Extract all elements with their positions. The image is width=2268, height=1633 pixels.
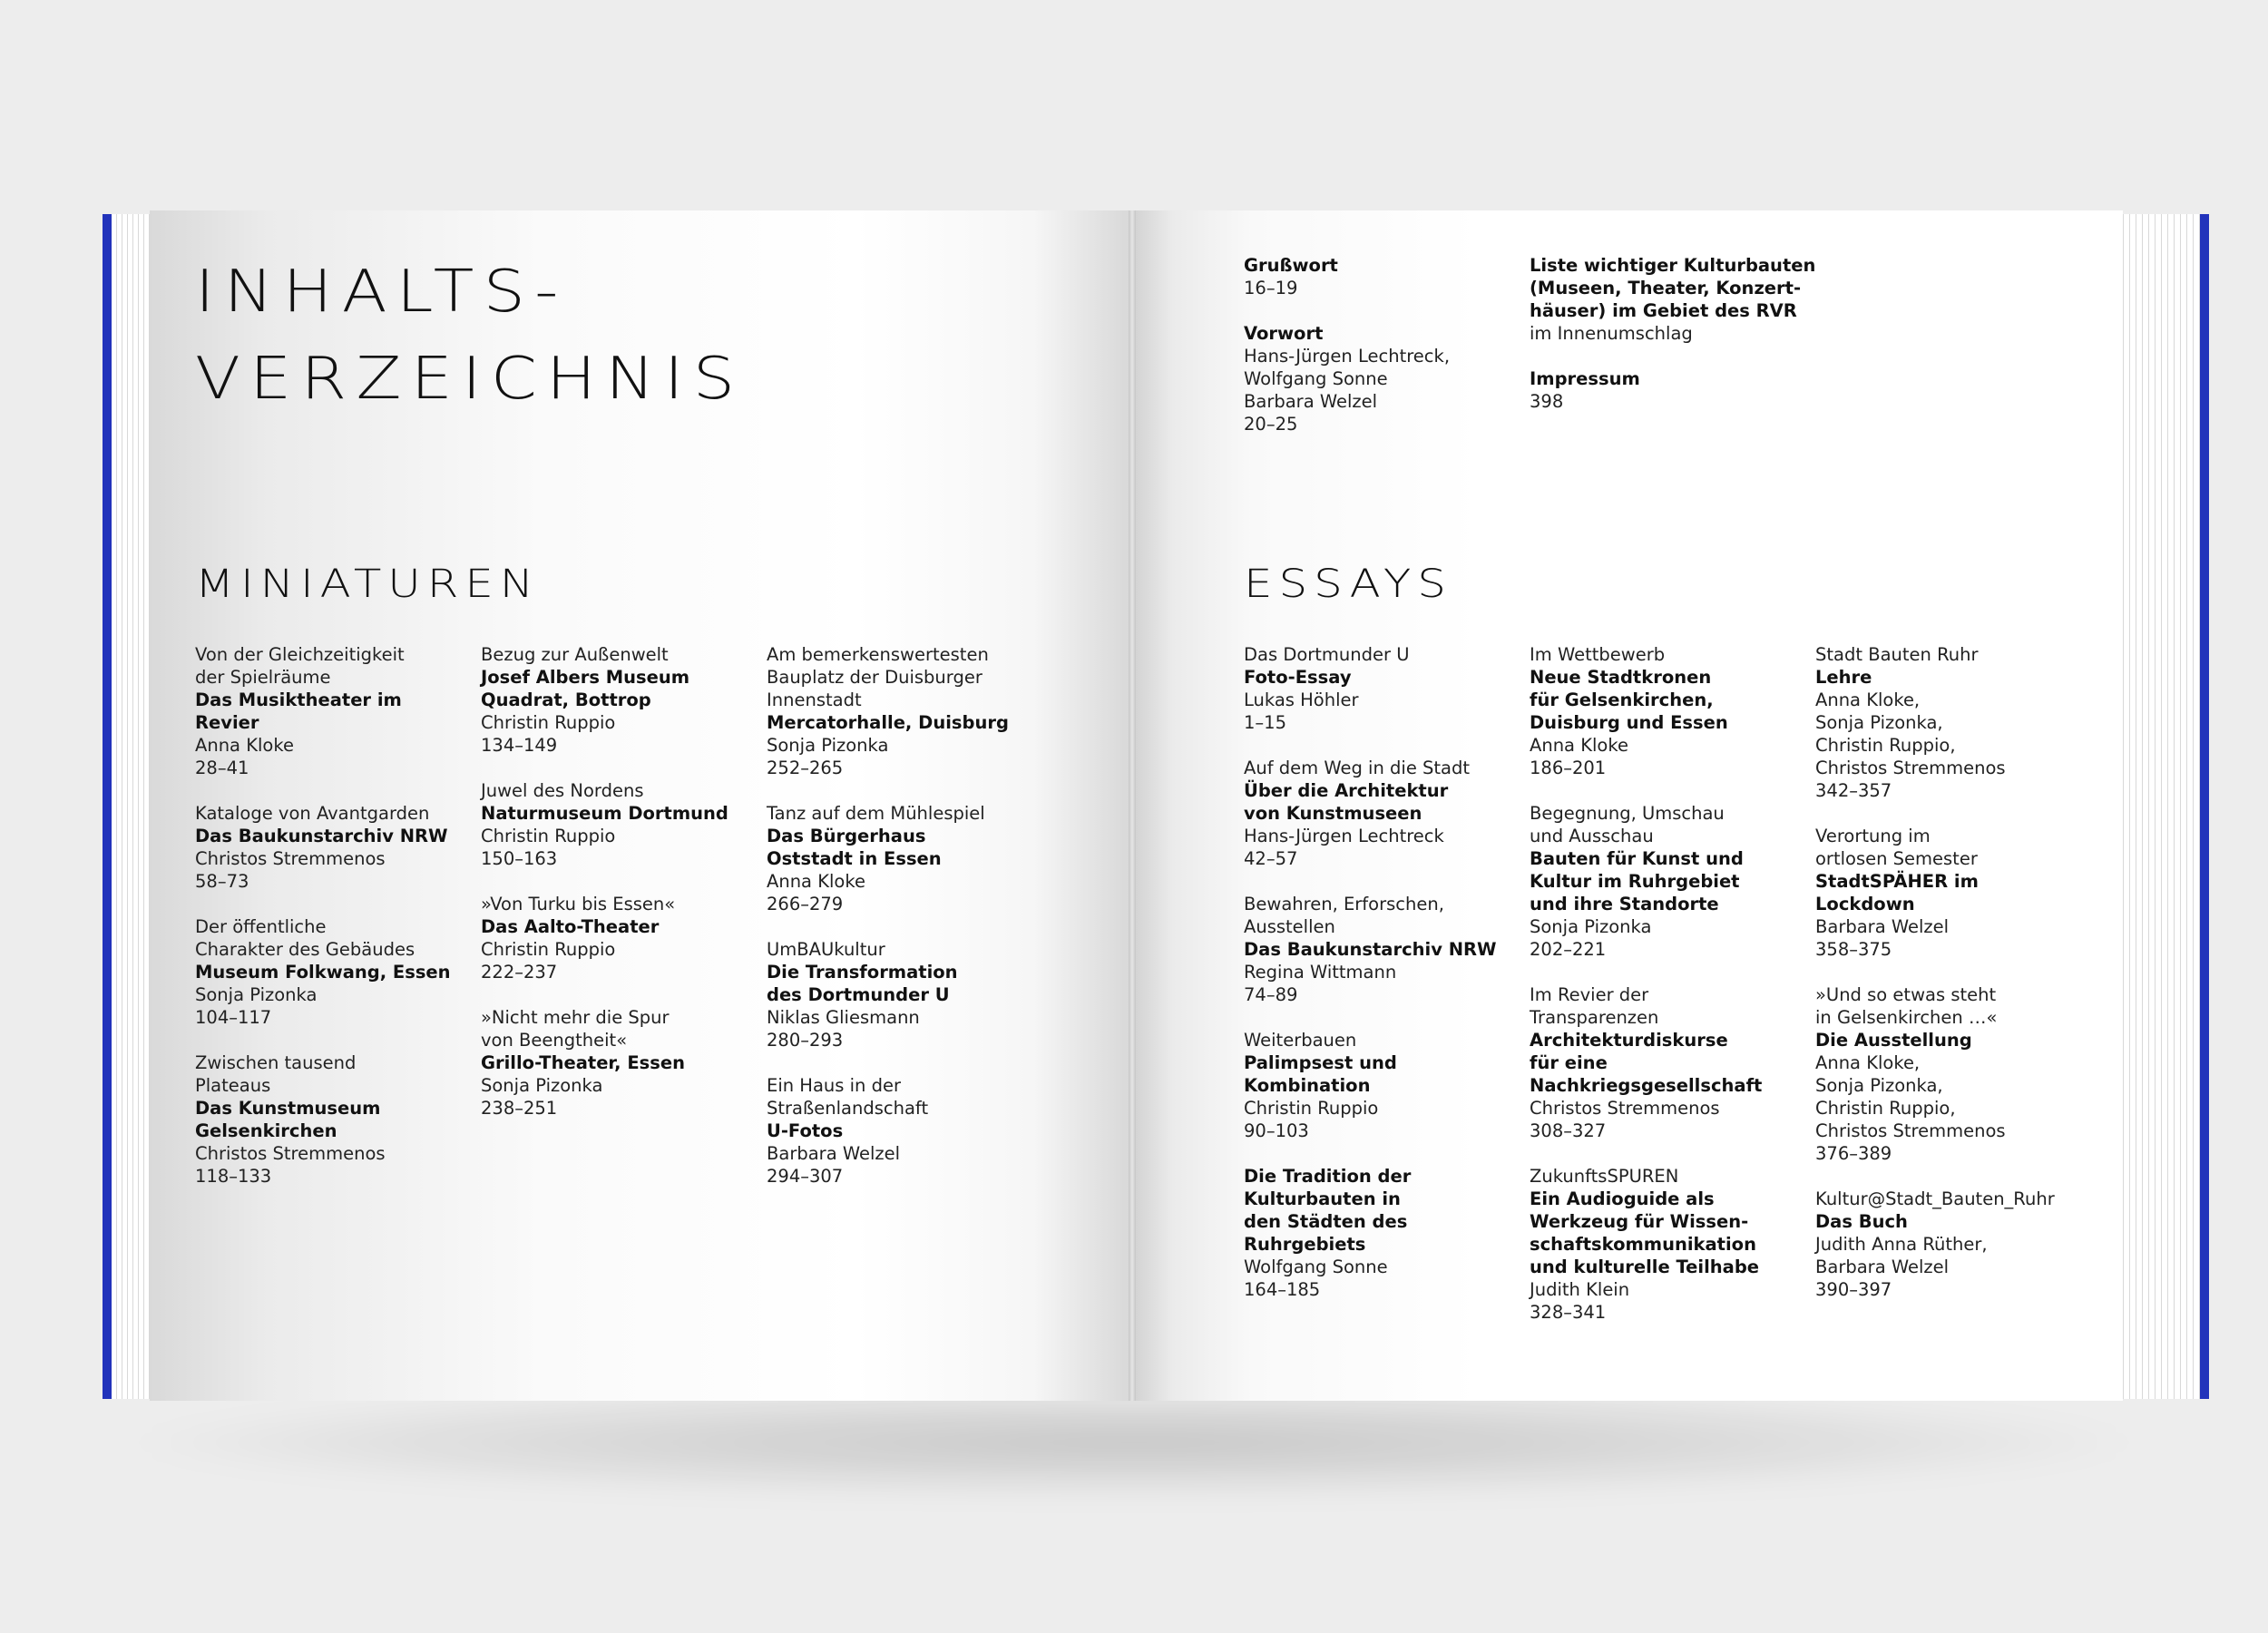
entry-text: 20–25 xyxy=(1244,414,1298,435)
toc-entry xyxy=(1530,367,1829,413)
entry-text: 1–15 xyxy=(1244,712,1286,733)
entry-text: Tanz auf dem Mühlespiel xyxy=(767,803,985,824)
entry-text: 42–57 xyxy=(1244,848,1298,869)
entry-title: Kombination xyxy=(1244,1075,1371,1096)
toc-entry xyxy=(1530,643,1806,779)
entry-text: Das Dortmunder U xyxy=(1244,644,1410,665)
toc-column xyxy=(195,643,472,1210)
entry-title: Die Ausstellung xyxy=(1815,1030,1972,1051)
entry-title: Foto-Essay xyxy=(1244,667,1352,688)
section-heading-miniaturen: MINIATUREN xyxy=(195,562,541,607)
toc-entry xyxy=(1530,983,1806,1142)
entry-text: in Gelsenkirchen …« xyxy=(1815,1007,1998,1028)
toc-column xyxy=(1244,643,1520,1324)
entry-text: von Beengtheit« xyxy=(481,1030,628,1051)
entry-text: Judith Anna Rüther, xyxy=(1815,1234,1988,1255)
entry-text: der Spielräume xyxy=(195,667,331,688)
entry-title: Das Musiktheater im xyxy=(195,689,402,710)
entry-title: den Städten des xyxy=(1244,1211,1408,1232)
entry-text: 308–327 xyxy=(1530,1120,1607,1141)
entry-title: Grußwort xyxy=(1244,255,1338,276)
page-title: INHALTS- VERZEICHNIS xyxy=(195,259,745,413)
entry-title: Architekturdiskurse xyxy=(1530,1030,1728,1051)
entry-text: 390–397 xyxy=(1815,1279,1892,1300)
entry-text: 294–307 xyxy=(767,1166,844,1187)
page-stack-left xyxy=(112,214,150,1399)
entry-title: Grillo-Theater, Essen xyxy=(481,1052,686,1073)
entry-text: 118–133 xyxy=(195,1166,272,1187)
toc-entry xyxy=(1530,1165,1806,1324)
entry-text: »Und so etwas steht xyxy=(1815,984,1997,1005)
entry-title: Kultur im Ruhrgebiet xyxy=(1530,871,1740,892)
entry-title: Mercatorhalle, Duisburg xyxy=(767,712,1009,733)
entry-text: »Nicht mehr die Spur xyxy=(481,1007,670,1028)
entry-text: 398 xyxy=(1530,391,1564,412)
entry-text: Begegnung, Umschau xyxy=(1530,803,1725,824)
entry-text: »Von Turku bis Essen« xyxy=(481,894,676,914)
entry-text: Sonja Pizonka xyxy=(481,1075,603,1096)
entry-text: Der öffentliche xyxy=(195,916,327,937)
entry-text: Sonja Pizonka xyxy=(195,984,318,1005)
toc-entry xyxy=(1815,1188,2092,1301)
entry-text: Im Wettbewerb xyxy=(1530,644,1666,665)
book-shadow xyxy=(136,1388,2132,1497)
toc-column xyxy=(767,643,1043,1210)
entry-text: Christin Ruppio, xyxy=(1815,1098,1956,1119)
entry-text: Weiterbauen xyxy=(1244,1030,1357,1051)
entry-title: Impressum xyxy=(1530,368,1640,389)
toc-entry xyxy=(1530,802,1806,961)
section-heading-essays: ESSAYS xyxy=(1244,562,1452,607)
entry-text: Barbara Welzel xyxy=(1815,1257,1950,1277)
entry-title: Bauten für Kunst und xyxy=(1530,848,1744,869)
toc-column xyxy=(481,643,758,1142)
entry-title: (Museen, Theater, Konzert- xyxy=(1530,278,1802,298)
entry-text: Lukas Höhler xyxy=(1244,689,1359,710)
entry-title: Nachkriegsgesellschaft xyxy=(1530,1075,1763,1096)
entry-text: Bewahren, Erforschen, xyxy=(1244,894,1444,914)
page-stack-right xyxy=(2123,214,2200,1399)
entry-text: Stadt Bauten Ruhr xyxy=(1815,644,1979,665)
entry-title: StadtSPÄHER im xyxy=(1815,871,1979,892)
entry-title: für eine xyxy=(1530,1052,1608,1073)
entry-title: Vorwort xyxy=(1244,323,1324,344)
entry-text: 150–163 xyxy=(481,848,558,869)
entry-text: und Ausschau xyxy=(1530,826,1654,846)
entry-title: Josef Albers Museum xyxy=(481,667,690,688)
entry-title: Ruhrgebiets xyxy=(1244,1234,1366,1255)
entry-text: 222–237 xyxy=(481,962,558,983)
entry-text: im Innenumschlag xyxy=(1530,323,1693,344)
toc-entry xyxy=(1530,254,1829,345)
entry-text: Kultur@Stadt_Bauten_Ruhr xyxy=(1815,1188,2055,1209)
entry-text: 134–149 xyxy=(481,735,558,756)
entry-text: Sonja Pizonka xyxy=(1530,916,1652,937)
toc-entry xyxy=(1815,983,2092,1165)
entry-text: Anna Kloke xyxy=(767,871,865,892)
book-gutter xyxy=(1129,210,1136,1401)
left-page xyxy=(150,210,1131,1401)
entry-text: Anna Kloke, xyxy=(1815,1052,1921,1073)
entry-title: Neue Stadtkronen xyxy=(1530,667,1712,688)
entry-text: Hans-Jürgen Lechtreck xyxy=(1244,826,1444,846)
entry-text: UmBAUkultur xyxy=(767,939,885,960)
entry-text: Christos Stremmenos xyxy=(195,1143,386,1164)
entry-title: Duisburg und Essen xyxy=(1530,712,1728,733)
entry-title: Quadrat, Bottrop xyxy=(481,689,651,710)
entry-title: Die Transformation xyxy=(767,962,958,983)
entry-text: 90–103 xyxy=(1244,1120,1309,1141)
entry-text: 266–279 xyxy=(767,894,844,914)
toc-entry xyxy=(767,802,1043,915)
entry-title: Palimpsest und xyxy=(1244,1052,1397,1073)
toc-entry xyxy=(195,1051,472,1188)
entry-title: des Dortmunder U xyxy=(767,984,950,1005)
entry-text: 358–375 xyxy=(1815,939,1892,960)
entry-text: Regina Wittmann xyxy=(1244,962,1397,983)
entry-text: Barbara Welzel xyxy=(767,1143,901,1164)
book-cover-left-edge xyxy=(103,214,112,1399)
entry-title: Die Tradition der xyxy=(1244,1166,1412,1187)
entry-text: Am bemerkenswertesten xyxy=(767,644,989,665)
entry-text: 74–89 xyxy=(1244,984,1298,1005)
entry-text: Sonja Pizonka, xyxy=(1815,712,1943,733)
entry-text: Bezug zur Außenwelt xyxy=(481,644,669,665)
entry-text: Innenstadt xyxy=(767,689,862,710)
entry-text: Im Revier der xyxy=(1530,984,1649,1005)
entry-text: 328–341 xyxy=(1530,1302,1607,1323)
entry-text: ortlosen Semester xyxy=(1815,848,1978,869)
entry-title: Museum Folkwang, Essen xyxy=(195,962,451,983)
entry-text: 104–117 xyxy=(195,1007,272,1028)
toc-entry xyxy=(1244,893,1520,1006)
entry-text: ZukunftsSPUREN xyxy=(1530,1166,1679,1187)
entry-title: Lockdown xyxy=(1815,894,1915,914)
entry-title: Lehre xyxy=(1815,667,1872,688)
toc-entry xyxy=(481,1006,758,1120)
toc-entry xyxy=(481,779,758,870)
entry-text: Niklas Gliesmann xyxy=(767,1007,920,1028)
entry-text: 202–221 xyxy=(1530,939,1607,960)
entry-text: Anna Kloke, xyxy=(1815,689,1921,710)
book-cover-right-edge xyxy=(2200,214,2209,1399)
toc-entry xyxy=(1244,254,1520,299)
entry-title: Das Kunstmuseum xyxy=(195,1098,381,1119)
toc-entry xyxy=(481,643,758,757)
entry-text: Charakter des Gebäudes xyxy=(195,939,415,960)
entry-title: Das Baukunstarchiv NRW xyxy=(1244,939,1497,960)
toc-entry xyxy=(1244,1029,1520,1142)
entry-text: 164–185 xyxy=(1244,1279,1321,1300)
toc-entry xyxy=(1244,322,1520,435)
toc-entry xyxy=(1815,825,2092,961)
toc-entry xyxy=(767,938,1043,1051)
entry-text: Barbara Welzel xyxy=(1815,916,1950,937)
entry-title: Liste wichtiger Kulturbauten xyxy=(1530,255,1816,276)
entry-title: Das Bürgerhaus xyxy=(767,826,926,846)
entry-text: Christin Ruppio xyxy=(481,712,616,733)
entry-text: Von der Gleichzeitigkeit xyxy=(195,644,405,665)
entry-text: Christos Stremmenos xyxy=(195,848,386,869)
entry-title: schaftskommunikation xyxy=(1530,1234,1756,1255)
entry-title: Oststadt in Essen xyxy=(767,848,942,869)
front-matter-column xyxy=(1244,254,1520,458)
entry-text: Christos Stremmenos xyxy=(1815,758,2006,778)
entry-text: Plateaus xyxy=(195,1075,271,1096)
entry-text: Christos Stremmenos xyxy=(1815,1120,2006,1141)
entry-text: Verortung im xyxy=(1815,826,1931,846)
entry-text: Christos Stremmenos xyxy=(1530,1098,1720,1119)
entry-text: Christin Ruppio xyxy=(481,939,616,960)
entry-text: 238–251 xyxy=(481,1098,558,1119)
entry-text: Kataloge von Avantgarden xyxy=(195,803,430,824)
entry-text: 28–41 xyxy=(195,758,249,778)
entry-title: und kulturelle Teilhabe xyxy=(1530,1257,1760,1277)
entry-title: Kulturbauten in xyxy=(1244,1188,1401,1209)
entry-text: Ein Haus in der xyxy=(767,1075,901,1096)
entry-title: Das Buch xyxy=(1815,1211,1908,1232)
toc-entry xyxy=(195,915,472,1029)
toc-entry xyxy=(195,643,472,779)
entry-text: Bauplatz der Duisburger xyxy=(767,667,982,688)
toc-entry xyxy=(1244,643,1520,734)
toc-column xyxy=(1815,643,2092,1324)
entry-text: Hans-Jürgen Lechtreck, xyxy=(1244,346,1451,367)
right-page xyxy=(1133,210,2123,1401)
entry-text: Wolfgang Sonne xyxy=(1244,1257,1388,1277)
entry-text: Christin Ruppio xyxy=(481,826,616,846)
entry-text: Sonja Pizonka xyxy=(767,735,889,756)
entry-text: Anna Kloke xyxy=(195,735,294,756)
toc-entry xyxy=(767,643,1043,779)
toc-entry xyxy=(1244,757,1520,870)
entry-text: Ausstellen xyxy=(1244,916,1335,937)
toc-entry xyxy=(767,1074,1043,1188)
entry-text: 58–73 xyxy=(195,871,249,892)
toc-entry xyxy=(481,893,758,983)
entry-title: und ihre Standorte xyxy=(1530,894,1719,914)
entry-text: 342–357 xyxy=(1815,780,1892,801)
toc-entry xyxy=(1244,1165,1520,1301)
entry-text: 186–201 xyxy=(1530,758,1607,778)
entry-text: Wolfgang Sonne xyxy=(1244,368,1388,389)
entry-text: 16–19 xyxy=(1244,278,1298,298)
entry-text: Anna Kloke xyxy=(1530,735,1628,756)
entry-text: Christin Ruppio xyxy=(1244,1098,1379,1119)
toc-entry xyxy=(195,802,472,893)
entry-title: Gelsenkirchen xyxy=(195,1120,337,1141)
entry-title: für Gelsenkirchen, xyxy=(1530,689,1714,710)
entry-text: Auf dem Weg in die Stadt xyxy=(1244,758,1471,778)
toc-column xyxy=(1530,643,1806,1346)
entry-title: Das Aalto-Theater xyxy=(481,916,660,937)
front-matter-column xyxy=(1530,254,1829,435)
entry-text: 376–389 xyxy=(1815,1143,1892,1164)
entry-title: Naturmuseum Dortmund xyxy=(481,803,728,824)
entry-title: häuser) im Gebiet des RVR xyxy=(1530,300,1797,321)
entry-title: Ein Audioguide als xyxy=(1530,1188,1715,1209)
entry-title: U-Fotos xyxy=(767,1120,844,1141)
entry-text: Straßenlandschaft xyxy=(767,1098,929,1119)
entry-title: Das Baukunstarchiv NRW xyxy=(195,826,448,846)
entry-title: Werkzeug für Wissen- xyxy=(1530,1211,1749,1232)
entry-text: Sonja Pizonka, xyxy=(1815,1075,1943,1096)
entry-title: Revier xyxy=(195,712,259,733)
entry-text: Zwischen tausend xyxy=(195,1052,357,1073)
entry-text: Juwel des Nordens xyxy=(481,780,644,801)
entry-text: Transparenzen xyxy=(1530,1007,1659,1028)
entry-text: 280–293 xyxy=(767,1030,844,1051)
entry-text: 252–265 xyxy=(767,758,844,778)
entry-text: Judith Klein xyxy=(1530,1279,1630,1300)
entry-title: von Kunstmuseen xyxy=(1244,803,1422,824)
toc-entry xyxy=(1815,643,2092,802)
entry-title: Über die Architektur xyxy=(1244,780,1449,801)
entry-text: Barbara Welzel xyxy=(1244,391,1378,412)
entry-text: Christin Ruppio, xyxy=(1815,735,1956,756)
